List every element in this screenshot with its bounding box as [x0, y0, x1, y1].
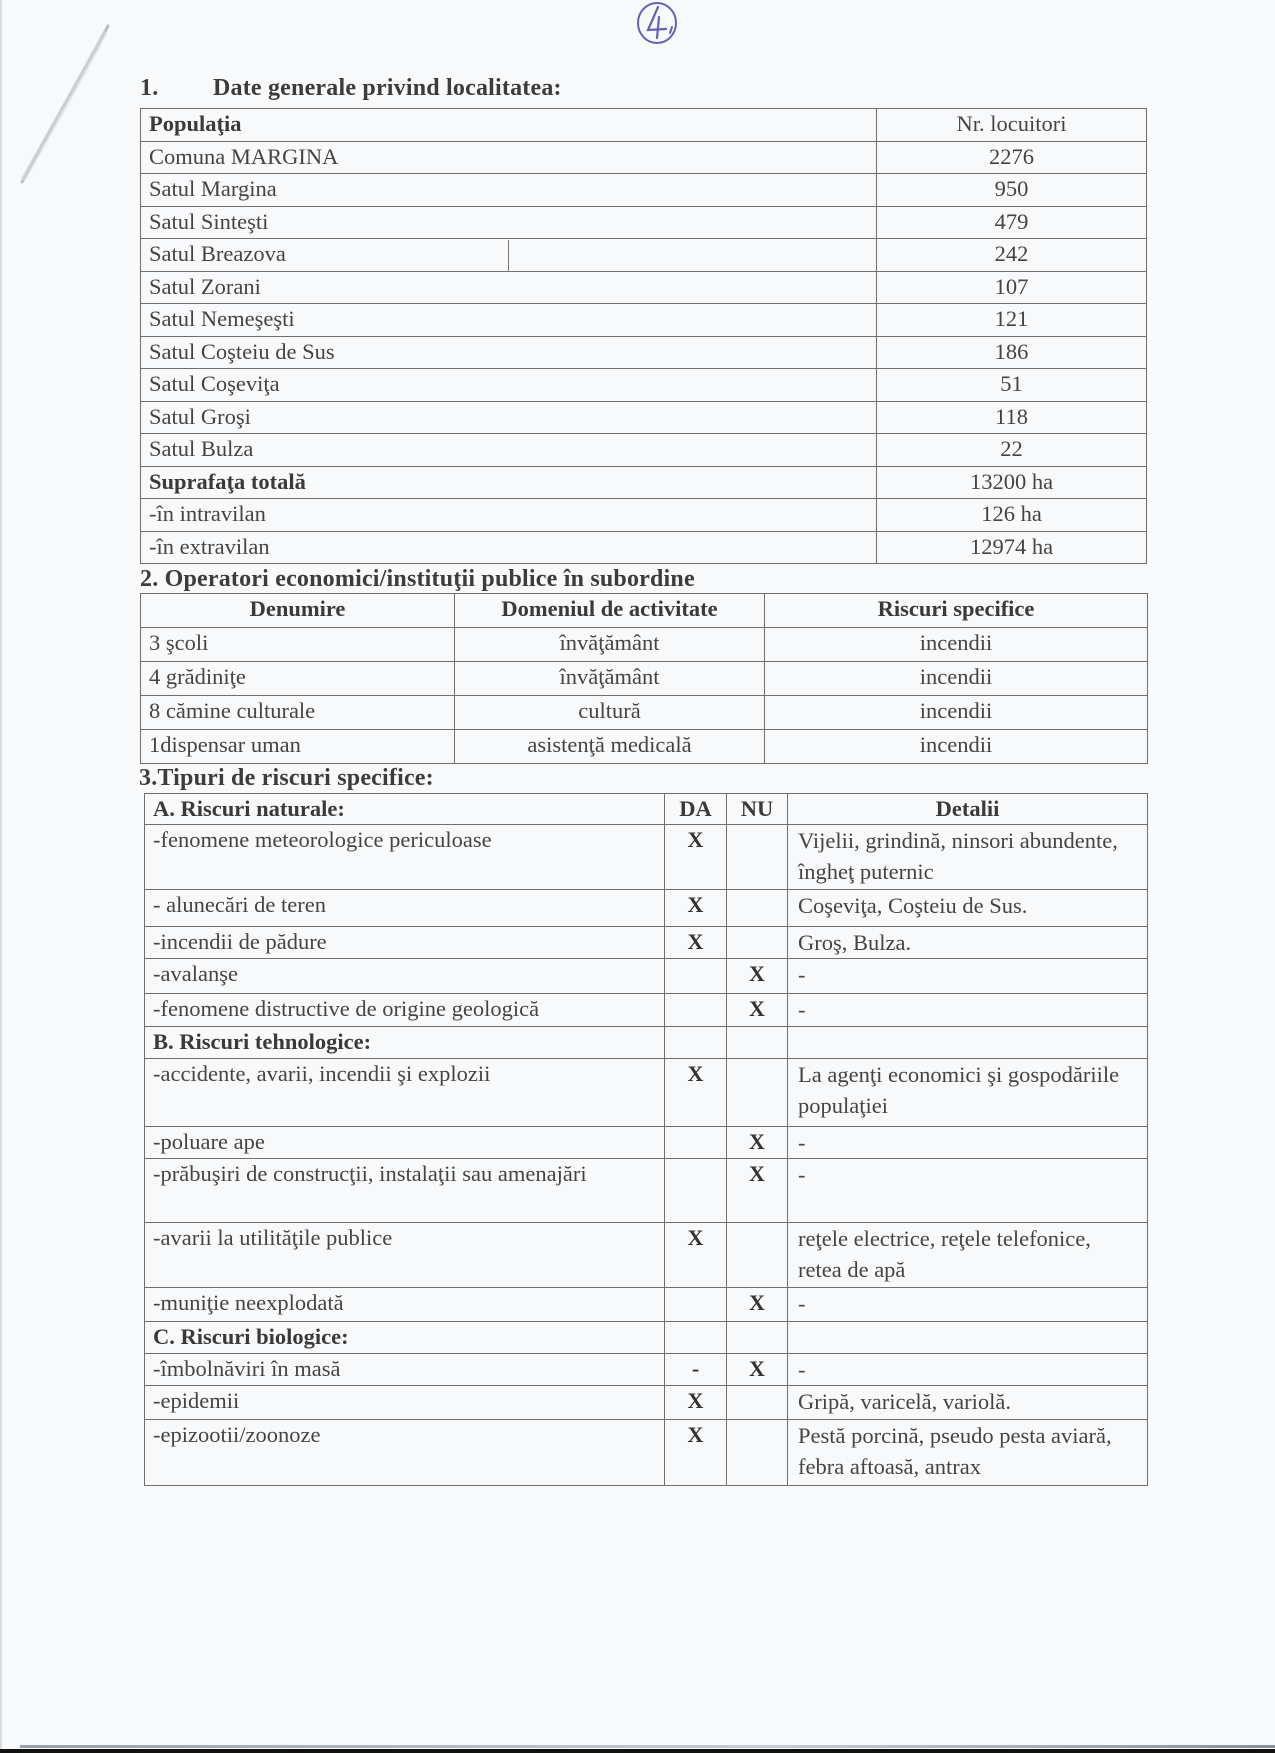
population-header-value: Nr. locuitori: [877, 109, 1147, 142]
risk-group-row: [145, 1027, 1148, 1059]
risk-details: Groş, Bulza.: [788, 927, 1148, 959]
population-row-label: Satul Bulza: [141, 434, 877, 467]
population-row-value: 22: [877, 434, 1147, 467]
operator-domain: cultură: [455, 696, 765, 730]
risk-group-row: [145, 1322, 1148, 1354]
operator-name: 4 grădiniţe: [141, 662, 455, 696]
population-table: [140, 108, 1147, 564]
risk-da-mark: [665, 994, 727, 1027]
operators-col-domain: Domeniul de activitate: [455, 594, 765, 628]
risk-row: [145, 890, 1148, 927]
risk-row: [145, 927, 1148, 959]
risk-row: [145, 1288, 1148, 1322]
risk-da-mark: X: [665, 1420, 727, 1486]
risk-nu-mark: [727, 825, 788, 890]
operator-risk: incendii: [765, 628, 1148, 662]
operator-risk: incendii: [765, 730, 1148, 764]
risk-da-mark: [665, 959, 727, 994]
risk-nu-mark: [727, 1223, 788, 1288]
risk-nu-mark: X: [727, 1288, 788, 1322]
population-row-label: Suprafaţa totală: [141, 466, 877, 499]
section-1-number: 1.: [140, 75, 159, 101]
risk-name: -epidemii: [145, 1386, 665, 1420]
population-row-label: Satul Coşteiu de Sus: [141, 336, 877, 369]
risk-nu-mark: [727, 927, 788, 959]
population-row-label: Satul Margina: [141, 174, 877, 207]
operator-domain: învăţământ: [455, 628, 765, 662]
operator-risk: incendii: [765, 696, 1148, 730]
operators-table: [140, 593, 1148, 764]
population-row-value: 186: [877, 336, 1147, 369]
risk-name: -muniţie neexplodată: [145, 1288, 665, 1322]
risk-row: [145, 994, 1148, 1027]
population-row-value: 13200 ha: [877, 466, 1147, 499]
population-row-label: Satul Nemeşeşti: [141, 304, 877, 337]
population-row-label: Comuna MARGINA: [141, 141, 877, 174]
population-row-value: 242: [877, 239, 1147, 272]
operators-row: [141, 628, 1148, 662]
operators-table-header: [141, 594, 1148, 628]
risk-da-mark: [665, 1159, 727, 1223]
risk-col-nu: NU: [727, 794, 788, 825]
risk-name: -epizootii/zoonoze: [145, 1420, 665, 1486]
handwritten-page-number: [634, 1, 684, 45]
risk-details: -: [788, 1354, 1148, 1386]
risk-name: -poluare ape: [145, 1127, 665, 1159]
operators-row: [141, 662, 1148, 696]
risk-name: - alunecări de teren: [145, 890, 665, 927]
risk-row: [145, 1420, 1148, 1486]
risk-name: -îmbolnăviri în masă: [145, 1354, 665, 1386]
population-row: [141, 336, 1147, 369]
risk-nu-mark: X: [727, 1159, 788, 1223]
operators-row: [141, 730, 1148, 764]
risk-name: -prăbuşiri de construcţii, instalaţii sau amenajări: [145, 1159, 665, 1223]
risk-nu-mark: X: [727, 1354, 788, 1386]
risk-empty-cell: [665, 1027, 727, 1059]
risk-empty-cell: [788, 1322, 1148, 1354]
population-row: [141, 174, 1147, 207]
population-row: [141, 466, 1147, 499]
population-row: [141, 239, 1147, 272]
population-row-value: 107: [877, 271, 1147, 304]
risk-nu-mark: X: [727, 959, 788, 994]
risk-empty-cell: [727, 1027, 788, 1059]
operators-row: [141, 696, 1148, 730]
stray-table-line: [508, 240, 509, 272]
population-row-value: 118: [877, 401, 1147, 434]
population-row-label: Satul Groşi: [141, 401, 877, 434]
population-table-header: [141, 109, 1147, 142]
population-row-value: 121: [877, 304, 1147, 337]
risk-nu-mark: [727, 1059, 788, 1127]
risk-da-mark: [665, 1288, 727, 1322]
population-row-label: -în intravilan: [141, 499, 877, 532]
operator-domain: învăţământ: [455, 662, 765, 696]
risk-empty-cell: [665, 1322, 727, 1354]
population-row-label: -în extravilan: [141, 531, 877, 564]
section-1-title: [140, 75, 562, 102]
risk-nu-mark: [727, 890, 788, 927]
risk-da-mark: X: [665, 890, 727, 927]
risk-details: -: [788, 994, 1148, 1027]
population-row-value: 950: [877, 174, 1147, 207]
risk-types-table: [144, 793, 1148, 1486]
scan-bottom-shadow: [20, 1745, 1275, 1748]
scan-bottom-border: [0, 1749, 1275, 1753]
risk-details: Pestă porcină, pseudo pesta aviară, febra aftoasă, antrax: [788, 1420, 1148, 1486]
risk-details: -: [788, 1159, 1148, 1223]
risk-nu-mark: X: [727, 994, 788, 1027]
population-row-value: 126 ha: [877, 499, 1147, 532]
section-2-title: 2. Operatori economici/instituţii publice în subordine: [140, 566, 695, 592]
risk-da-mark: -: [665, 1354, 727, 1386]
risk-row: [145, 1354, 1148, 1386]
population-row: [141, 369, 1147, 402]
operator-domain: asistenţă medicală: [455, 730, 765, 764]
section-1-title-text: Date generale privind localitatea:: [213, 75, 562, 101]
risk-row: [145, 1059, 1148, 1127]
risk-row: [145, 825, 1148, 890]
risk-name: -incendii de pădure: [145, 927, 665, 959]
risk-nu-mark: X: [727, 1127, 788, 1159]
risk-da-mark: X: [665, 825, 727, 890]
risk-row: [145, 1159, 1148, 1223]
risk-empty-cell: [788, 1027, 1148, 1059]
operator-name: 1dispensar uman: [141, 730, 455, 764]
population-row-label: Satul Coşeviţa: [141, 369, 877, 402]
population-row: [141, 531, 1147, 564]
population-row: [141, 401, 1147, 434]
operators-col-risks: Riscuri specifice: [765, 594, 1148, 628]
risk-group-heading: C. Riscuri biologice:: [145, 1322, 665, 1354]
risk-nu-mark: [727, 1420, 788, 1486]
risk-details: Gripă, varicelă, variolă.: [788, 1386, 1148, 1420]
risk-details: Coşeviţa, Coşteiu de Sus.: [788, 890, 1148, 927]
population-row: [141, 434, 1147, 467]
risk-da-mark: X: [665, 927, 727, 959]
population-row-value: 2276: [877, 141, 1147, 174]
risk-group-heading: B. Riscuri tehnologice:: [145, 1027, 665, 1059]
risk-name: -avarii la utilităţile publice: [145, 1223, 665, 1288]
operator-risk: incendii: [765, 662, 1148, 696]
population-row-label: Satul Sinteşti: [141, 206, 877, 239]
risk-col-da: DA: [665, 794, 727, 825]
risk-details: Vijelii, grindină, ninsori abundente, îngheţ puternic: [788, 825, 1148, 890]
operator-name: 3 şcoli: [141, 628, 455, 662]
risk-da-mark: X: [665, 1223, 727, 1288]
risk-row: [145, 1223, 1148, 1288]
population-row-value: 51: [877, 369, 1147, 402]
population-row-value: 479: [877, 206, 1147, 239]
population-row: [141, 141, 1147, 174]
population-row: [141, 206, 1147, 239]
pencil-stroke-mark: [0, 0, 140, 200]
risk-da-mark: X: [665, 1059, 727, 1127]
risk-name: -accidente, avarii, incendii şi explozii: [145, 1059, 665, 1127]
section-3-title: 3.Tipuri de riscuri specifice:: [139, 765, 434, 791]
population-row-label: Satul Breazova: [141, 239, 877, 272]
risk-details: reţele electrice, reţele telefonice, retea de apă: [788, 1223, 1148, 1288]
risk-da-mark: X: [665, 1386, 727, 1420]
risk-details: -: [788, 1127, 1148, 1159]
risk-row: [145, 959, 1148, 994]
risk-name: -avalanşe: [145, 959, 665, 994]
risk-name: -fenomene distructive de origine geologică: [145, 994, 665, 1027]
risk-details: -: [788, 959, 1148, 994]
population-row: [141, 271, 1147, 304]
risk-da-mark: [665, 1127, 727, 1159]
risk-row: [145, 1127, 1148, 1159]
population-row: [141, 499, 1147, 532]
risk-name: -fenomene meteorologice periculoase: [145, 825, 665, 890]
risk-details: -: [788, 1288, 1148, 1322]
risk-details: La agenţi economici şi gospodăriile populaţiei: [788, 1059, 1148, 1127]
population-row-value: 12974 ha: [877, 531, 1147, 564]
operators-col-name: Denumire: [141, 594, 455, 628]
risk-group-heading: A. Riscuri naturale:: [145, 794, 665, 825]
risk-row: [145, 1386, 1148, 1420]
population-row-label: Satul Zorani: [141, 271, 877, 304]
scan-edge-left: [0, 0, 2, 1753]
risk-empty-cell: [727, 1322, 788, 1354]
risk-table-header: [145, 794, 1148, 825]
risk-nu-mark: [727, 1386, 788, 1420]
population-header-label: Populaţia: [141, 109, 877, 142]
operator-name: 8 cămine culturale: [141, 696, 455, 730]
risk-col-details: Detalii: [788, 794, 1148, 825]
population-row: [141, 304, 1147, 337]
